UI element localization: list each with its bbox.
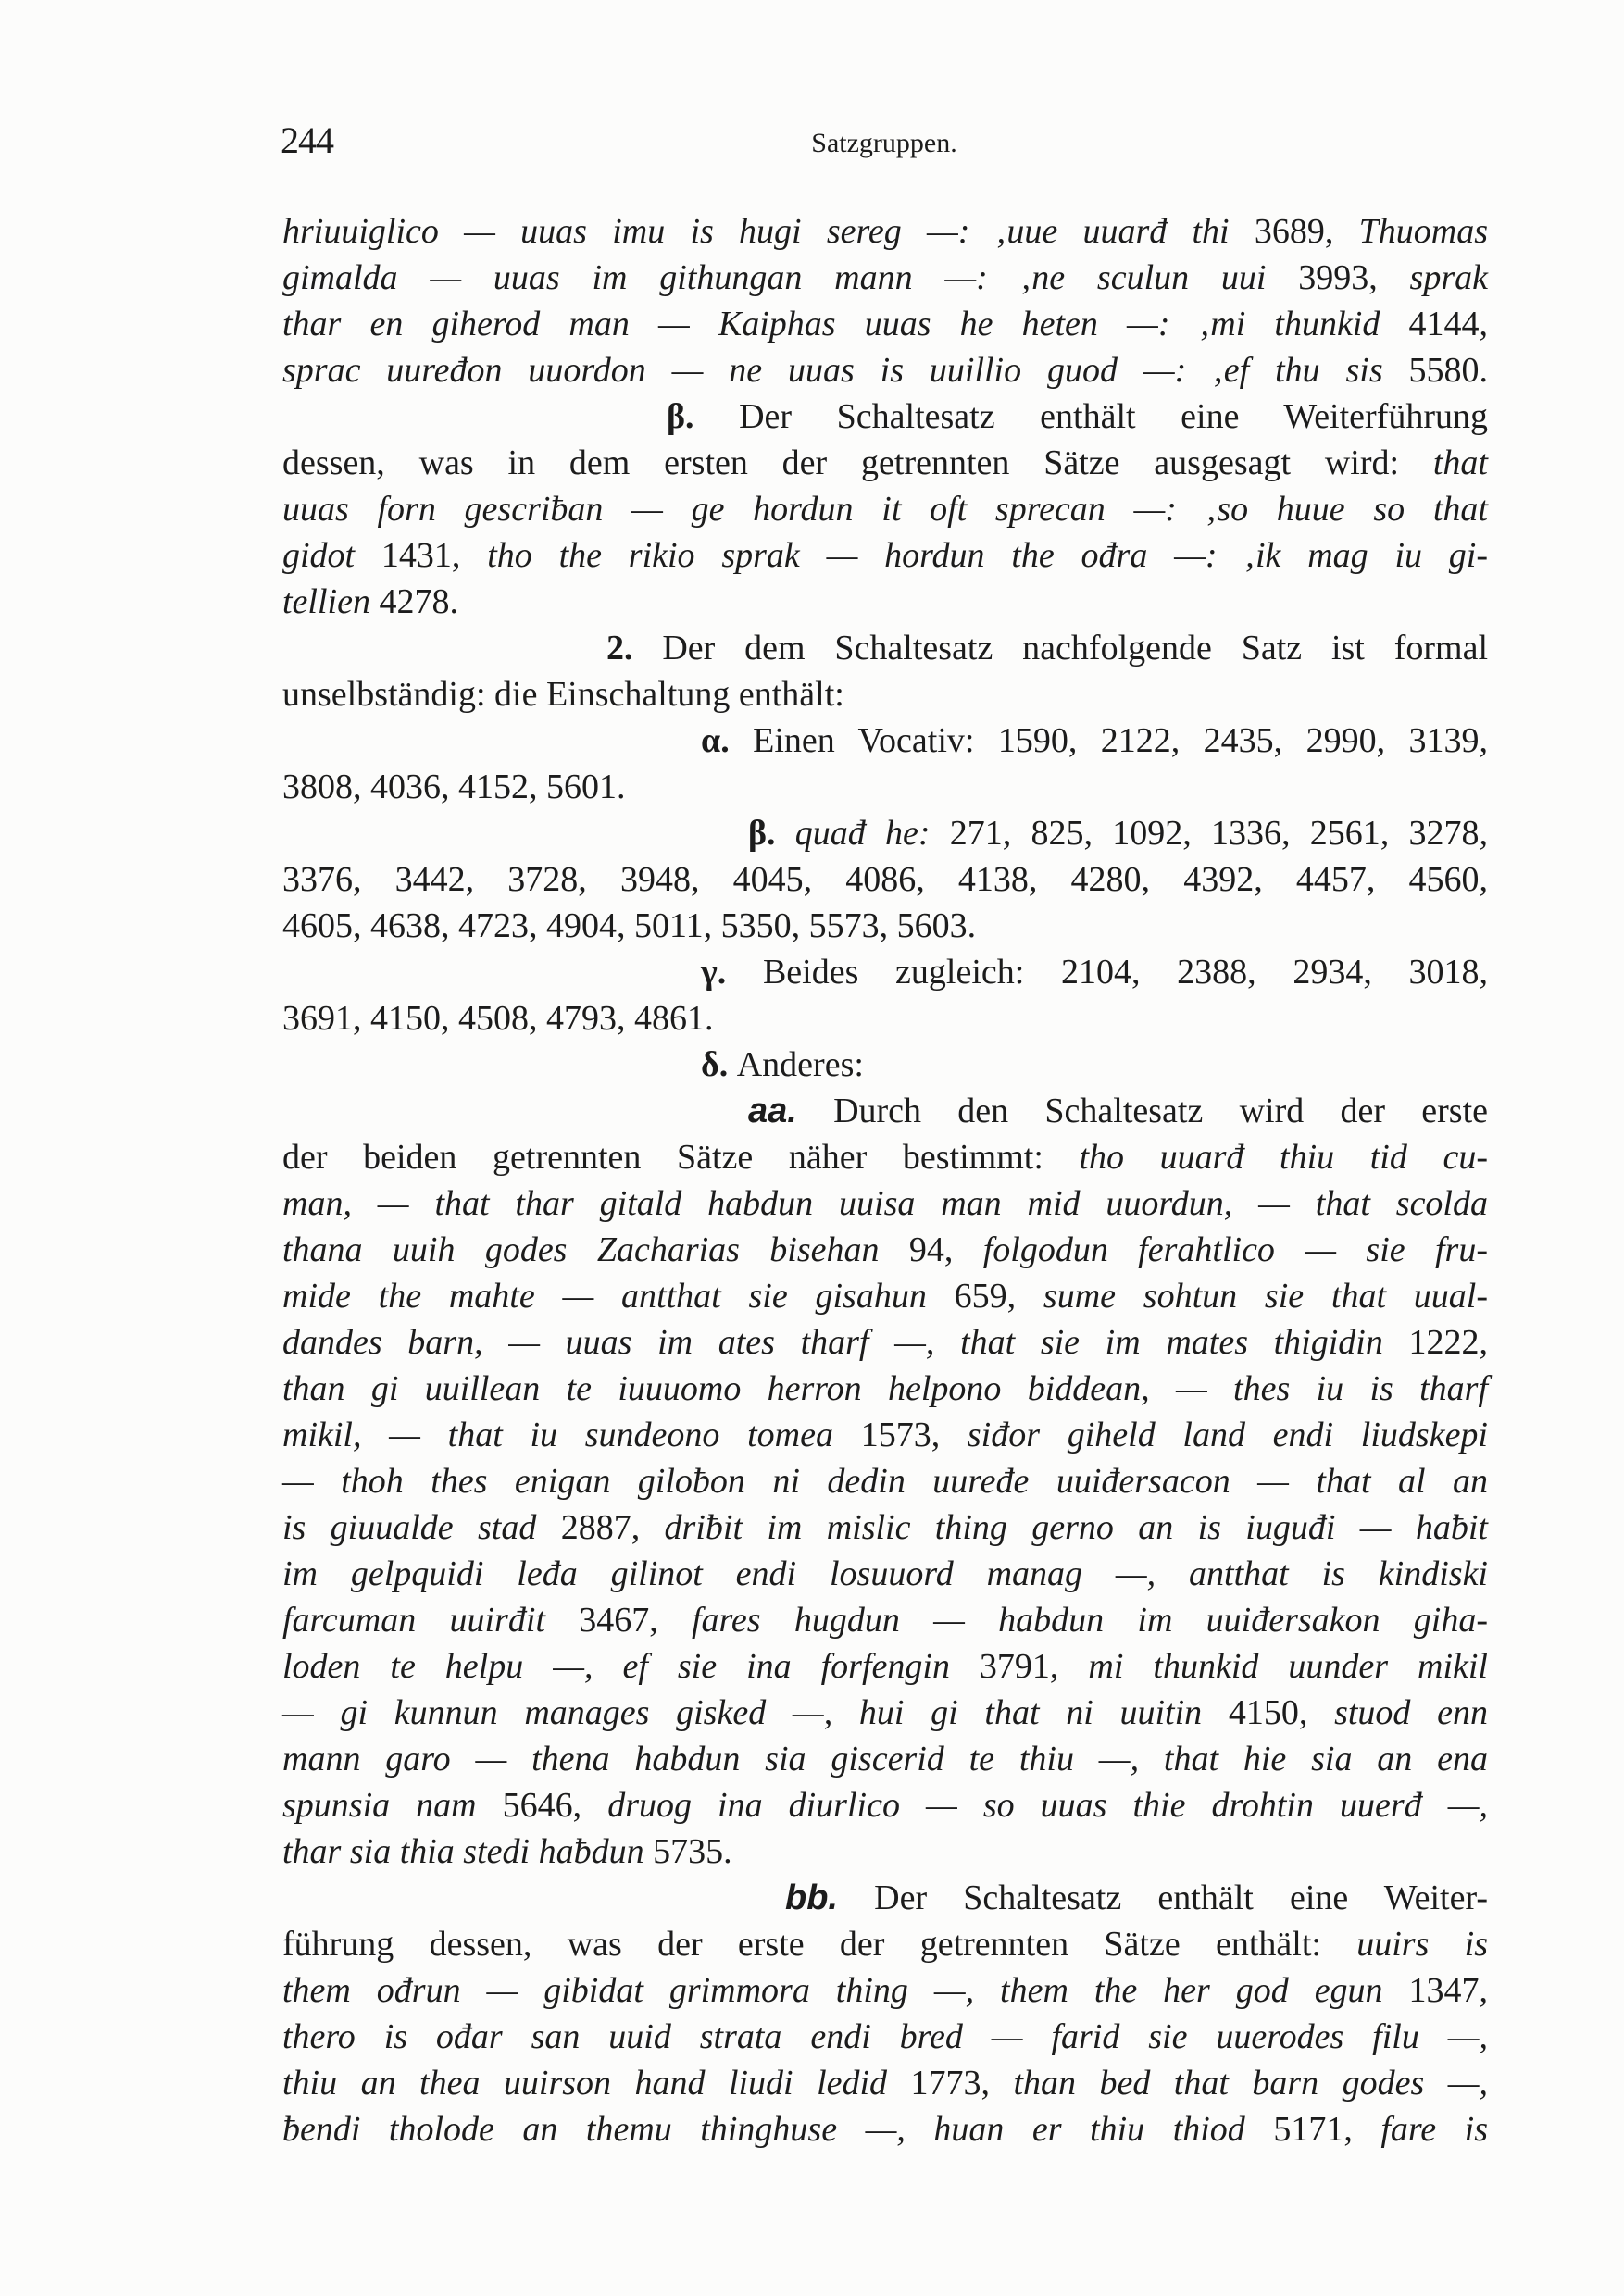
text-span: 3691, 4150, 4508, 4793, 4861. bbox=[282, 999, 714, 1038]
text-line bbox=[282, 301, 1488, 347]
text-line bbox=[282, 1319, 1488, 1366]
text-line bbox=[282, 1921, 1488, 1967]
text-span: 3791, bbox=[949, 1647, 1089, 1686]
quoted-text: man, — that thar gitald habdun uuisa man mid uuordun, — that scolda bbox=[282, 1184, 1488, 1223]
text-span: dessen, was in dem ersten der getrennten Sätze ausgesagt wird: bbox=[282, 443, 1433, 482]
quoted-text: that bbox=[1432, 443, 1488, 482]
text-span: 5735. bbox=[643, 1832, 732, 1871]
quoted-text: siđor giheld land endi liudskepi bbox=[967, 1416, 1488, 1454]
text-span: 1431, bbox=[355, 536, 488, 575]
quoted-text: druog ina diurlico — so uuas thie drohtin uuerđ —, bbox=[607, 1786, 1488, 1825]
text-span: Der Schaltesatz enthält eine Weiter- bbox=[837, 1878, 1488, 1917]
text-line bbox=[282, 1458, 1488, 1504]
quoted-text: mann garo — thena habdun sia giscerid te thiu —, that hie sia an ena bbox=[282, 1740, 1488, 1778]
text-span: 3993, bbox=[1266, 258, 1410, 297]
text-span: 3376, 3442, 3728, 3948, 4045, 4086, 4138, 4280, 4392, 4457, 4560, bbox=[282, 860, 1488, 899]
text-span: 2887, bbox=[536, 1508, 665, 1547]
quoted-text: thero is ođar san uuid strata endi bred — farid sie uuerodes filu —, bbox=[282, 2017, 1488, 2056]
text-span: der beiden getrennten Sätze näher bestimmt: bbox=[282, 1138, 1080, 1177]
page-number: 244 bbox=[281, 119, 333, 161]
text-line bbox=[282, 347, 1488, 393]
quoted-text: loden te helpu —, ef sie ina forfengin bbox=[282, 1647, 950, 1686]
quoted-text: quađ he: bbox=[775, 814, 931, 853]
text-line bbox=[282, 2106, 1488, 2152]
text-span: 3808, 4036, 4152, 5601. bbox=[282, 767, 626, 806]
text-line bbox=[282, 1643, 1488, 1690]
running-title: Satzgruppen. bbox=[811, 128, 957, 158]
quoted-text: sprac uuređon uuordon — ne uuas is uuillio guod —: ‚ef thu sis bbox=[282, 351, 1383, 390]
section-marker: α. bbox=[701, 721, 730, 760]
quoted-text: — thoh thes enigan giloƀon ni dedin uuređe uuiđersacon — that al an bbox=[282, 1462, 1488, 1501]
text-span: Anderes: bbox=[728, 1045, 864, 1084]
quoted-text: sprak bbox=[1409, 258, 1488, 297]
text-line bbox=[282, 1736, 1488, 1782]
text-line bbox=[748, 810, 1488, 856]
text-line bbox=[282, 1597, 1488, 1643]
text-span: Der Schaltesatz enthält eine Weiterführung bbox=[693, 397, 1488, 436]
quoted-text: tho uuarđ thiu tid cu- bbox=[1079, 1138, 1488, 1177]
text-line bbox=[282, 764, 1488, 810]
text-line bbox=[282, 1551, 1488, 1597]
text-span: 659, bbox=[926, 1277, 1043, 1316]
quoted-text: gidot bbox=[282, 536, 356, 575]
text-span: 5171, bbox=[1244, 2110, 1381, 2149]
quoted-text: than bed that barn godes —, bbox=[1013, 2064, 1488, 2103]
text-span: 1573, bbox=[832, 1416, 968, 1454]
text-span: 4278. bbox=[369, 582, 458, 621]
text-span: 5580. bbox=[1382, 351, 1489, 390]
text-line bbox=[701, 949, 1488, 995]
text-span: 94, bbox=[879, 1230, 983, 1269]
quoted-text: uuas forn gescriƀan — ge hordun it oft sprecan —: ‚so huue so that bbox=[282, 490, 1488, 529]
quoted-text: them ođrun — gibidat grimmora thing —, them the her god egun bbox=[282, 1971, 1383, 2010]
section-marker: β. bbox=[748, 814, 776, 853]
text-line bbox=[282, 995, 1488, 1042]
quoted-text: — gi kunnun manages gisked —, hui gi that ni uuitin bbox=[282, 1693, 1203, 1732]
section-marker: bb. bbox=[785, 1878, 838, 1917]
text-line bbox=[282, 903, 1488, 949]
quoted-text: hriuuiglico — uuas imu is hugi sereg —: ‚uue uuarđ thi bbox=[282, 212, 1230, 251]
text-span: 4144, bbox=[1380, 305, 1489, 343]
quoted-text: mi thunkid uunder mikil bbox=[1088, 1647, 1488, 1686]
section-marker: γ. bbox=[701, 953, 727, 992]
text-line bbox=[282, 671, 1488, 718]
text-line bbox=[282, 856, 1488, 903]
quoted-text: stuod enn bbox=[1334, 1693, 1488, 1732]
text-span: unselbständig: die Einschaltung enthält: bbox=[282, 675, 844, 714]
text-line bbox=[701, 718, 1488, 764]
text-line bbox=[282, 440, 1488, 486]
text-line bbox=[282, 2014, 1488, 2060]
quoted-text: mikil, — that iu sundeono tomea bbox=[282, 1416, 833, 1454]
quoted-text: spunsia nam bbox=[282, 1786, 477, 1825]
text-line bbox=[282, 1690, 1488, 1736]
text-span: 4150, bbox=[1202, 1693, 1335, 1732]
text-span: Der dem Schaltesatz nachfolgende Satz ist formal bbox=[632, 629, 1488, 668]
quoted-text: mide the mahte — antthat sie gisahun bbox=[282, 1277, 927, 1316]
quoted-text: thar sia thia stedi haƀdun bbox=[282, 1832, 644, 1871]
quoted-text: driƀit im mislic thing gerno an is iuguđi — haƀit bbox=[664, 1508, 1488, 1547]
text-span: 271, 825, 1092, 1336, 2561, 3278, bbox=[930, 814, 1488, 853]
section-marker: 2. bbox=[606, 629, 633, 668]
text-line bbox=[282, 1366, 1488, 1412]
section-marker: δ. bbox=[701, 1045, 729, 1084]
text-line bbox=[282, 1828, 1488, 1875]
text-line bbox=[701, 1042, 1488, 1088]
quoted-text: fares hugdun — habdun im uuiđersakon giha- bbox=[691, 1601, 1488, 1640]
text-span: 3467, bbox=[544, 1601, 692, 1640]
quoted-text: is giuualde stad bbox=[282, 1508, 537, 1547]
text-span: führung dessen, was der erste der getrennten Sätze enthält: bbox=[282, 1925, 1357, 1964]
text-line bbox=[282, 1782, 1488, 1828]
text-span: 1347, bbox=[1382, 1971, 1488, 2010]
text-span: 1773, bbox=[887, 2064, 1014, 2103]
quoted-text: Thuomas bbox=[1358, 212, 1488, 251]
text-line bbox=[748, 1088, 1488, 1134]
text-line bbox=[282, 1967, 1488, 2014]
quoted-text: gimalda — uuas im githungan mann —: ‚ne sculun uui bbox=[282, 258, 1267, 297]
text-line bbox=[282, 1273, 1488, 1319]
quoted-text: tellien bbox=[282, 582, 370, 621]
text-line bbox=[282, 532, 1488, 579]
text-line bbox=[785, 1875, 1488, 1921]
text-line bbox=[282, 1227, 1488, 1273]
text-span: 4605, 4638, 4723, 4904, 5011, 5350, 5573, 5603. bbox=[282, 906, 977, 945]
quoted-text: tho the rikio sprak — hordun the ođra —: ‚ik mag iu gi- bbox=[487, 536, 1489, 575]
text-line bbox=[282, 1180, 1488, 1227]
text-line bbox=[282, 1412, 1488, 1458]
quoted-text: folgodun ferahtlico — sie fru- bbox=[982, 1230, 1488, 1269]
quoted-text: fare is bbox=[1380, 2110, 1489, 2149]
text-span: Einen Vocativ: 1590, 2122, 2435, 2990, 3139, bbox=[729, 721, 1488, 760]
quoted-text: im gelpquidi leđa gilinot endi losuuord manag —, antthat is kindiski bbox=[282, 1554, 1488, 1593]
text-line bbox=[282, 1134, 1488, 1180]
text-span: 1222, bbox=[1382, 1323, 1489, 1362]
quoted-text: ƀendi tholode an themu thinghuse —, huan er thiu thiod bbox=[282, 2110, 1245, 2149]
quoted-text: than gi uuillean te iuuuomo herron helpono biddean, — thes iu is tharf bbox=[282, 1369, 1488, 1408]
text-span: Durch den Schaltesatz wird der erste bbox=[796, 1092, 1488, 1130]
text-line bbox=[282, 1504, 1488, 1551]
quoted-text: thar en giherod man — Kaiphas uuas he heten —: ‚mi thunkid bbox=[282, 305, 1380, 343]
quoted-text: farcuman uuirđit bbox=[282, 1601, 545, 1640]
text-line bbox=[282, 2060, 1488, 2106]
quoted-text: sume sohtun sie that uual- bbox=[1043, 1277, 1488, 1316]
text-span: 5646, bbox=[476, 1786, 608, 1825]
text-line bbox=[282, 579, 1488, 625]
text-span: Beides zugleich: 2104, 2388, 2934, 3018, bbox=[726, 953, 1488, 992]
quoted-text: uuirs is bbox=[1356, 1925, 1489, 1964]
text-line bbox=[667, 393, 1488, 440]
quoted-text: dandes barn, — uuas im ates tharf —, that sie im mates thigidin bbox=[282, 1323, 1383, 1362]
text-line bbox=[282, 486, 1488, 532]
text-span: 3689, bbox=[1229, 212, 1359, 251]
text-line bbox=[606, 625, 1488, 671]
text-line bbox=[282, 208, 1488, 255]
quoted-text: thiu an thea uuirson hand liudi ledid bbox=[282, 2064, 888, 2103]
section-marker: β. bbox=[667, 397, 694, 436]
quoted-text: thana uuih godes Zacharias bisehan bbox=[282, 1230, 880, 1269]
section-marker: aa. bbox=[748, 1092, 797, 1130]
text-line bbox=[282, 255, 1488, 301]
